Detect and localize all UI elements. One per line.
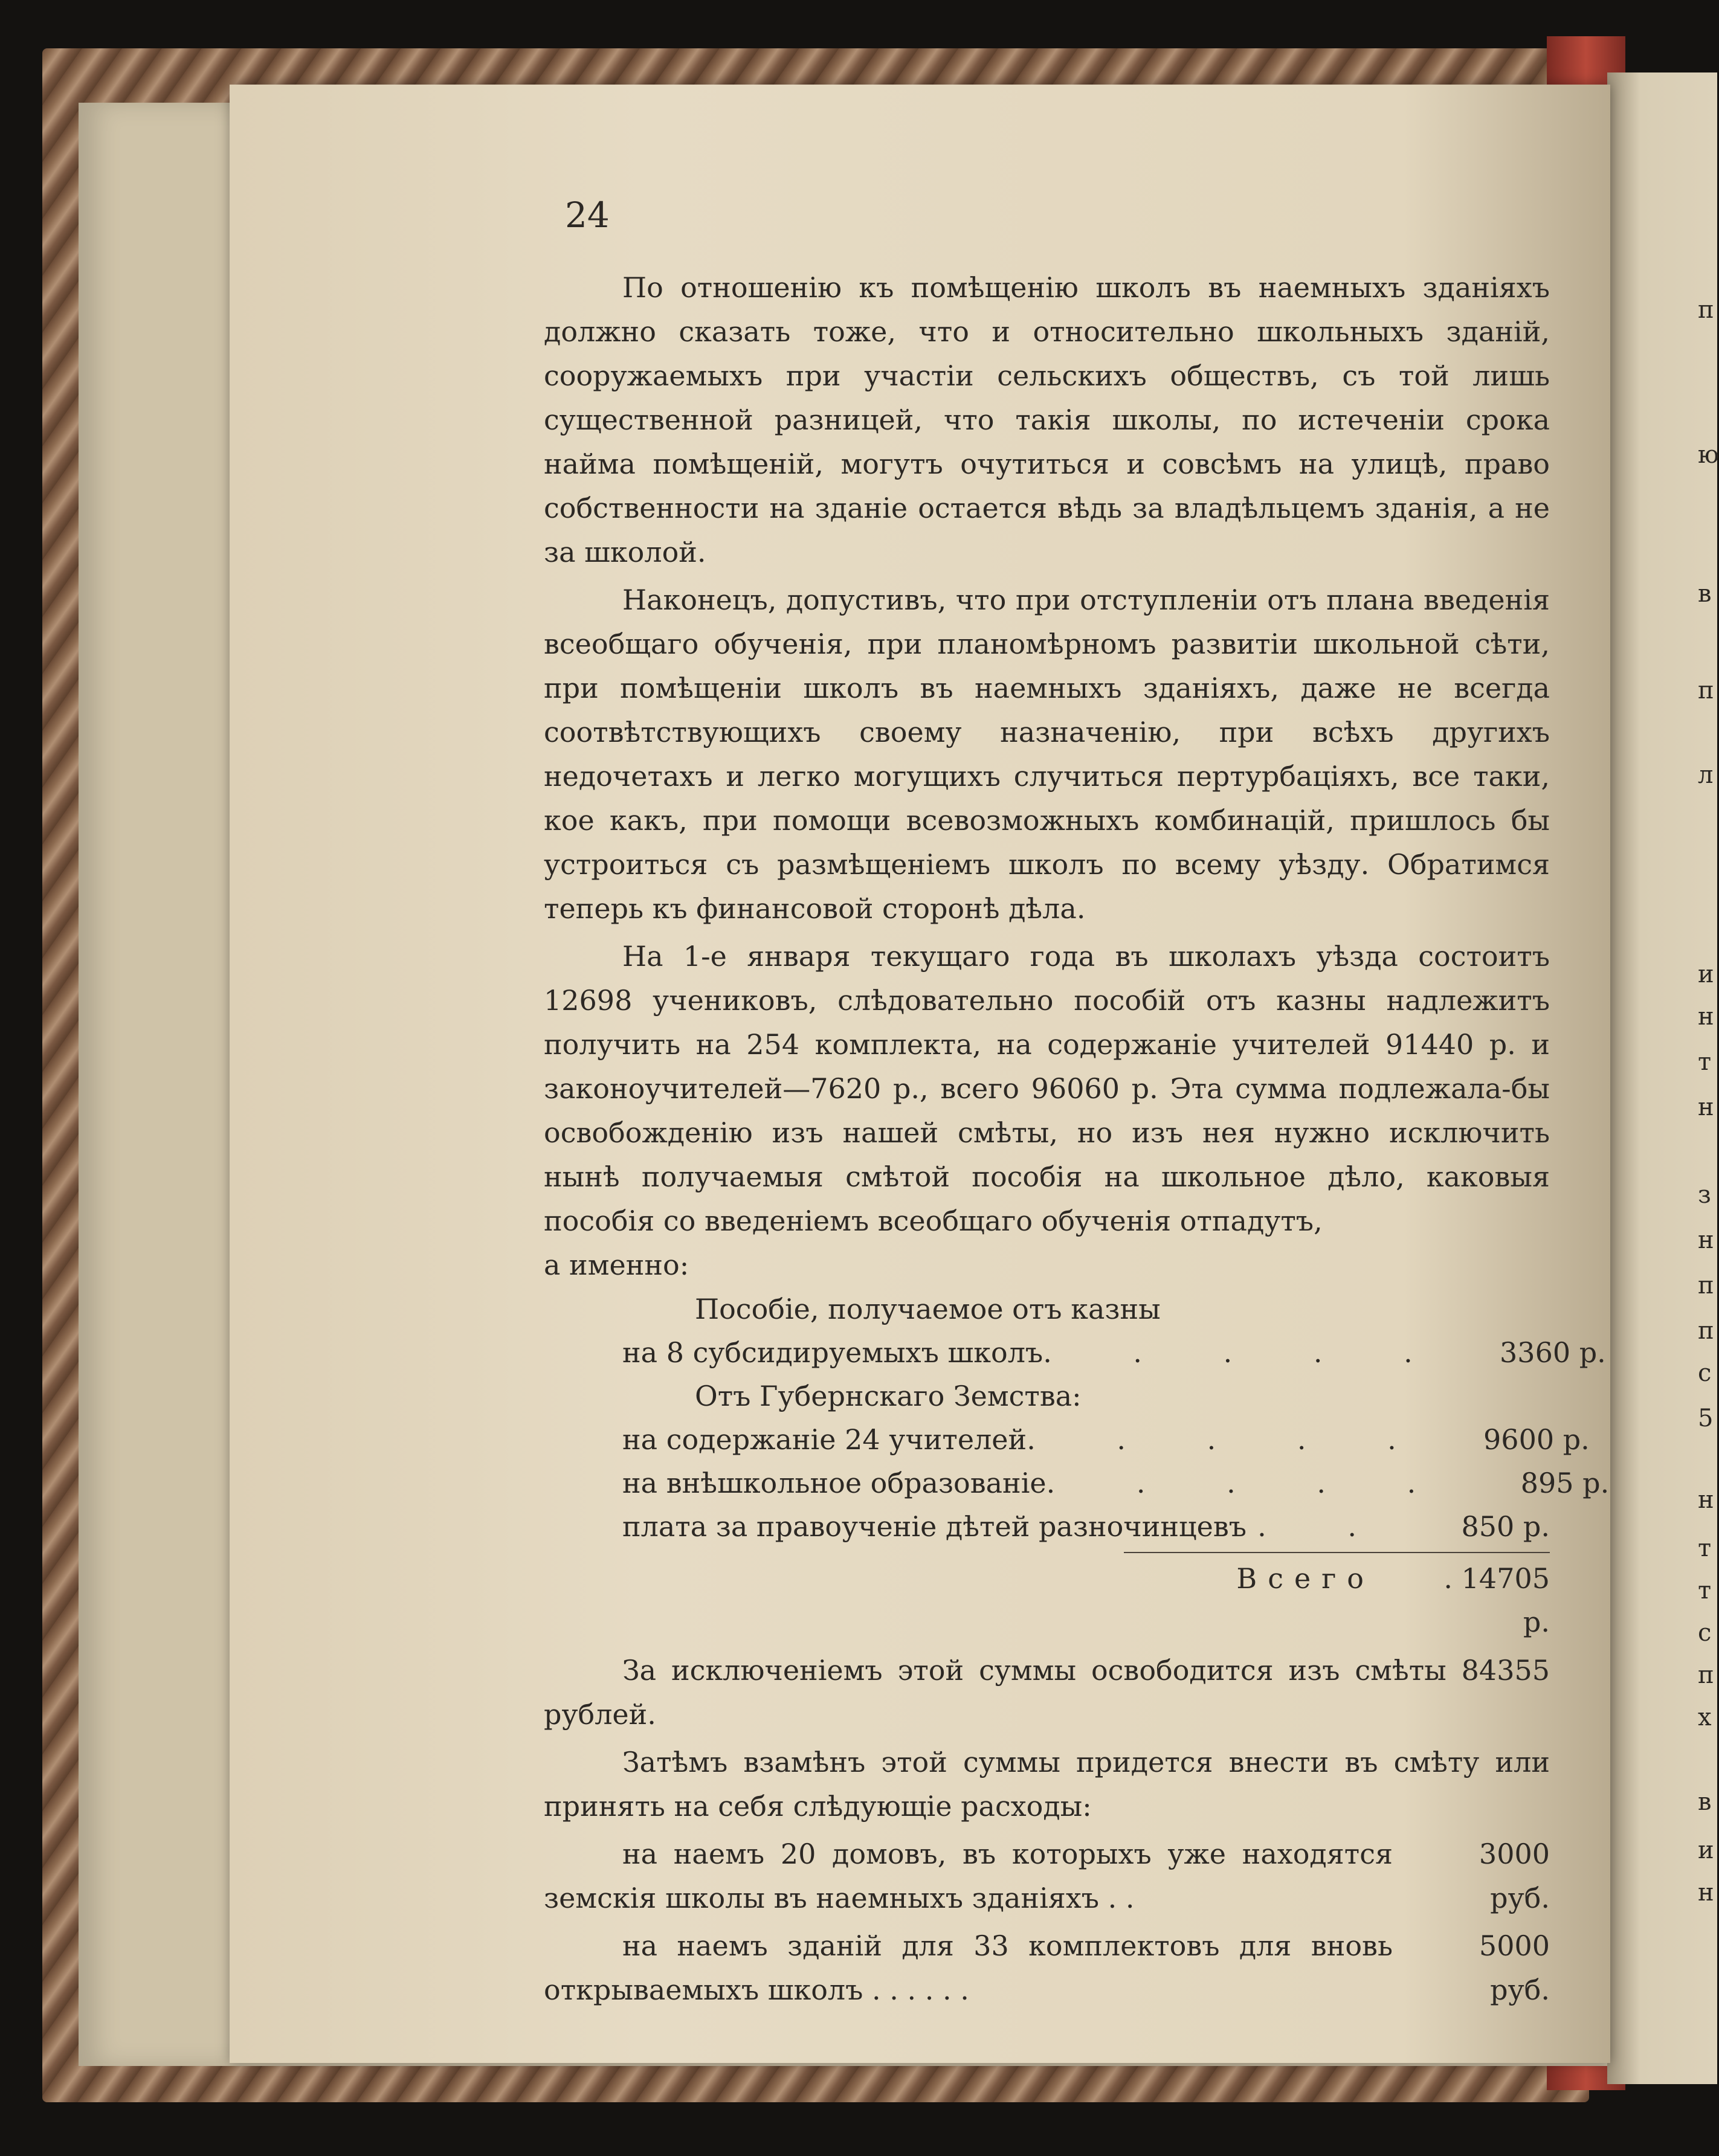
- edge-letter: н: [1698, 1486, 1714, 1514]
- page-number: 24: [565, 195, 610, 236]
- subsidy-row: на 8 субсидируемыхъ школъ . . . . . 3360 р.: [544, 1331, 1550, 1374]
- subsidy-row: на внѣшкольное образованіе . . . . . 895 р.: [544, 1461, 1550, 1505]
- amount: 850 р.: [1461, 1510, 1550, 1543]
- edge-letter: т: [1698, 1048, 1712, 1076]
- cost-row: на наемъ 20 домовъ, въ которыхъ уже находятся земскія школы въ наемныхъ зданіяхъ . . 3000 руб.: [544, 1832, 1550, 1920]
- edge-letter: п: [1698, 677, 1714, 704]
- subsidy-heading: Пособіе, получаемое отъ казны: [695, 1293, 1161, 1325]
- total-row: Всего . 14705 р.: [544, 1557, 1550, 1644]
- subsidy-row: плата за правоученіе дѣтей разночинцевъ . . 850 р.: [544, 1505, 1550, 1548]
- paragraph: За исключеніемъ этой суммы освободится изъ смѣты 84355 рублей.: [544, 1654, 1550, 1731]
- page-body: [544, 266, 1610, 2012]
- edge-letter: ю: [1698, 441, 1719, 469]
- edge-letter: и: [1698, 961, 1714, 988]
- subsidy-heading: Отъ Губернскаго Земства:: [695, 1380, 1082, 1412]
- edge-letter: х: [1698, 1704, 1712, 1731]
- edge-letter: т: [1698, 1534, 1712, 1562]
- amount: 3000 руб.: [1479, 1838, 1550, 1914]
- edge-letter: л: [1698, 761, 1714, 789]
- edge-letter: и: [1698, 1836, 1714, 1864]
- edge-letter: т: [1698, 1577, 1712, 1604]
- edge-letter: с: [1698, 1619, 1712, 1647]
- amount: 5000 руб.: [1479, 1929, 1550, 2006]
- edge-letter: с: [1698, 1359, 1712, 1387]
- edge-letter: п: [1698, 1661, 1714, 1689]
- edge-letter: н: [1698, 1879, 1714, 1907]
- edge-letter: п: [1698, 1317, 1714, 1345]
- paragraph: Наконецъ, допустивъ, что при отступленіи отъ плана введенія всеобщаго обученія, при планомѣрномъ развитіи школьной сѣти, при помѣщеніи школъ въ наемныхъ зданіяхъ, даже не всегда соотвѣтствующихъ своему назначенію, при всѣхъ другихъ недочетахъ и легко могущихъ случиться пертурбаціяхъ, все таки, кое какъ, при помощи всевозможныхъ комбинацій, пришлось бы устроиться съ размѣщеніемъ школъ по всему уѣзду. Обратимся теперь къ финансовой сторонѣ дѣла.: [544, 584, 1550, 925]
- paragraph: Затѣмъ взамѣнъ этой суммы придется внести въ смѣту или принять на себя слѣдующіе расходы:: [544, 1746, 1550, 1823]
- total-rule: [1124, 1552, 1550, 1553]
- a-imenno: а именно:: [544, 1249, 689, 1281]
- edge-letter: п: [1698, 1272, 1714, 1299]
- paragraph: На 1-е января текущаго года въ школахъ уѣзда состоитъ 12698 учениковъ, слѣдовательно пособій отъ казны надлежитъ получить на 254 комплекта, на содержаніе учителей 91440 р. и законоучителей—7620 р., всего 96060 р. Эта сумма подлежала-бы освобожденію изъ нашей смѣты, но изъ нея нужно исключить нынѣ получаемыя смѣтой пособія на школьное дѣло, каковыя пособія со введеніемъ всеобщаго обученія отпадутъ,: [544, 940, 1550, 1237]
- subsidy-row: на содержаніе 24 учителей . . . . . 9600 р.: [544, 1418, 1550, 1461]
- amount: 9600 р.: [1483, 1423, 1590, 1456]
- amount: 3360 р.: [1500, 1336, 1606, 1369]
- total-amount: . 14705 р.: [1443, 1562, 1550, 1638]
- edge-letter: 5: [1698, 1405, 1714, 1432]
- edge-letter: в: [1698, 580, 1712, 608]
- amount: 895 р.: [1520, 1467, 1610, 1499]
- cost-row: на наемъ зданій для 33 комплектовъ для вновь открываемыхъ школъ . . . . . . 5000 руб.: [544, 1924, 1550, 2012]
- edge-letter: п: [1698, 296, 1714, 324]
- edge-letter: н: [1698, 1003, 1714, 1031]
- paragraph: По отношенію къ помѣщенію школъ въ наемныхъ зданіяхъ должно сказать тоже, что и относительно школьныхъ зданій, сооружаемыхъ при участіи сельскихъ обществъ, съ той лишь существенной разницей, что такія школы, по истеченіи срока найма помѣщеній, могутъ очутиться и совсѣмъ на улицѣ, право собственности на зданіе остается вѣдь за владѣльцемъ зданія, а не за школой.: [544, 271, 1550, 568]
- edge-letter: н: [1698, 1226, 1714, 1254]
- edge-letter: в: [1698, 1788, 1712, 1816]
- facing-page: [1607, 72, 1717, 2084]
- edge-letter: з: [1698, 1181, 1711, 1209]
- edge-letter: н: [1698, 1093, 1714, 1121]
